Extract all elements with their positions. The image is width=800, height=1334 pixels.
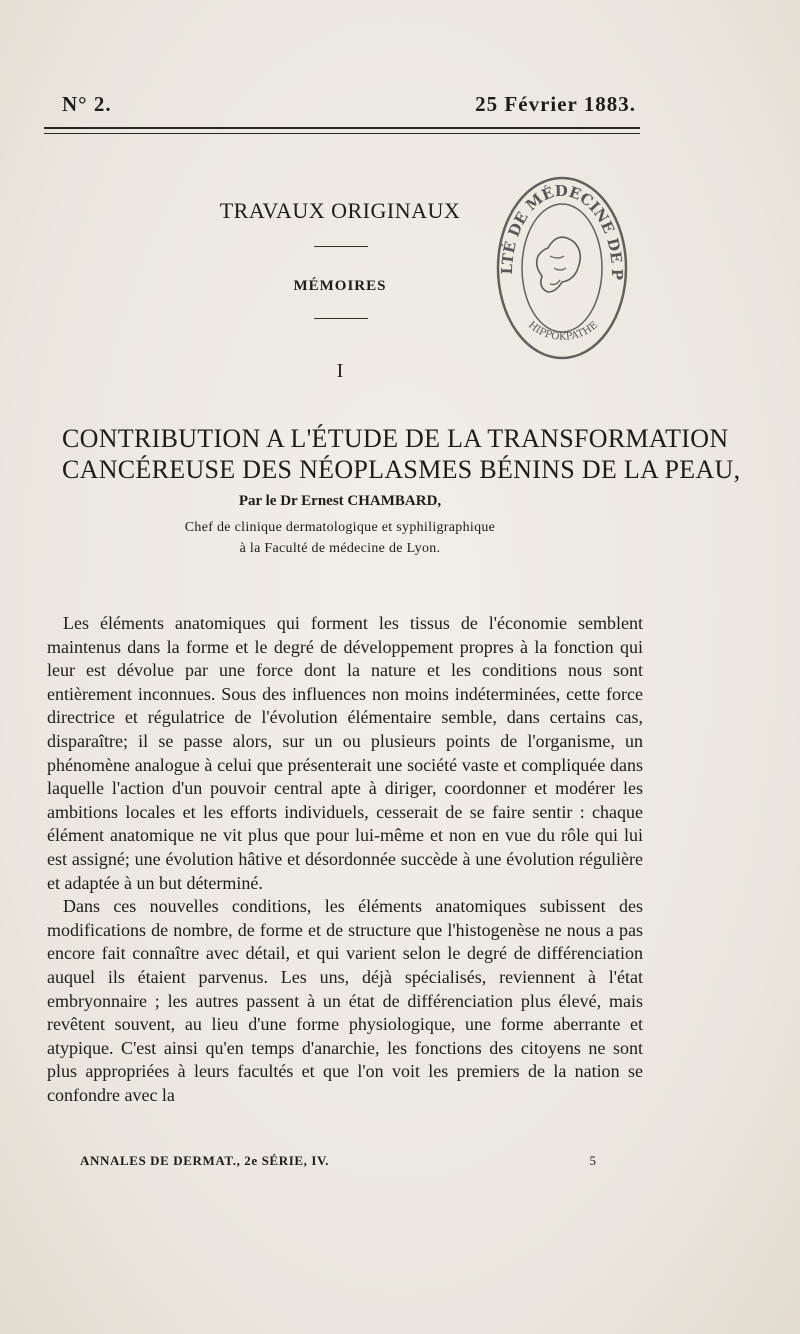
article-title-line-2: CANCÉREUSE DES NÉOPLASMES BÉNINS DE LA PEAU,	[62, 455, 741, 484]
body-paragraph: Les éléments anatomiques qui forment les tissus de l'économie semblent maintenus dans la forme et le degré de développement propres à la fonction qui leur est dévolue par une force dont la nature et les conditions nous sont entièrement inconnues. Sous des influences non moins indéterminées, cette force directrice et régulatrice de l'évolution élémentaire semble, dans certains cas, disparaître; il se passe alors, sur un ou plusieurs points de l'organisme, un phénomène analogue à celui que présenterait une société vaste et compliquée dans laquelle l'action d'un pouvoir central apte à diriger, coordonner et modérer les ambitions locales et les efforts individuels, cesserait de se faire sentir : chaque élément anatomique ne vit plus que pour lui-même et non en vue du rôle qui lui est assigné; une évolution hâtive et désordonnée succède à une évolution régulière et adaptée à un but déterminé.	[47, 613, 643, 893]
section-divider	[314, 246, 368, 247]
section-title: TRAVAUX ORIGINAUX	[219, 198, 461, 223]
stamp-seal-icon	[490, 164, 632, 360]
section-number: I	[336, 360, 344, 382]
issue-date: 25 Février 1883.	[475, 92, 636, 116]
body-paragraph: Dans ces nouvelles conditions, les éléments anatomiques subissent des modifications de nombre, de forme et de structure que l'histogenèse ne nous a pas encore fait connaître avec détail, et qui varient selon le degré de différenciation auquel ils étaient parvenus. Les uns, déjà spécialisés, reviennent à l'état embryonnaire ; les autres passent à un état de différenciation plus élevé, mais revêtent souvent, au lieu d'une forme physiologique, une forme aberrante et atypique. C'est ainsi qu'en temps d'anarchie, les fonctions des citoyens ne sont plus appropriées à leurs facultés et que l'on voit les premiers de la nation se confondre avec la	[47, 896, 643, 1105]
article-body	[47, 612, 643, 1107]
svg-text:HIPPOKPATHE: HIPPOKPATHE	[525, 319, 601, 343]
section-divider	[314, 318, 368, 319]
journal-source: ANNALES DE DERMAT., 2e SÉRIE, IV.	[80, 1153, 330, 1168]
library-stamp	[490, 164, 632, 360]
issue-number: N° 2.	[62, 92, 112, 116]
page-header	[62, 92, 636, 116]
page-footer	[80, 1153, 600, 1171]
section-subtitle: MÉMOIRES	[293, 278, 387, 294]
article-title-line-1: CONTRIBUTION A L'ÉTUDE DE LA TRANSFORMATION	[62, 424, 729, 453]
author-affiliation-line-1: Chef de clinique dermatologique et syphiligraphique	[184, 520, 496, 535]
page-number: 5	[589, 1153, 596, 1168]
author-affiliation-line-2: à la Faculté de médecine de Lyon.	[239, 541, 441, 556]
header-rule-thick	[44, 127, 640, 129]
header-rule-thin	[44, 133, 640, 134]
article-author: Par le Dr Ernest CHAMBARD,	[238, 493, 442, 509]
svg-text:FACULTÉ DE MÉDECINE DE PARIS: LTÉ DE MÉDECINE DE P	[497, 181, 627, 279]
